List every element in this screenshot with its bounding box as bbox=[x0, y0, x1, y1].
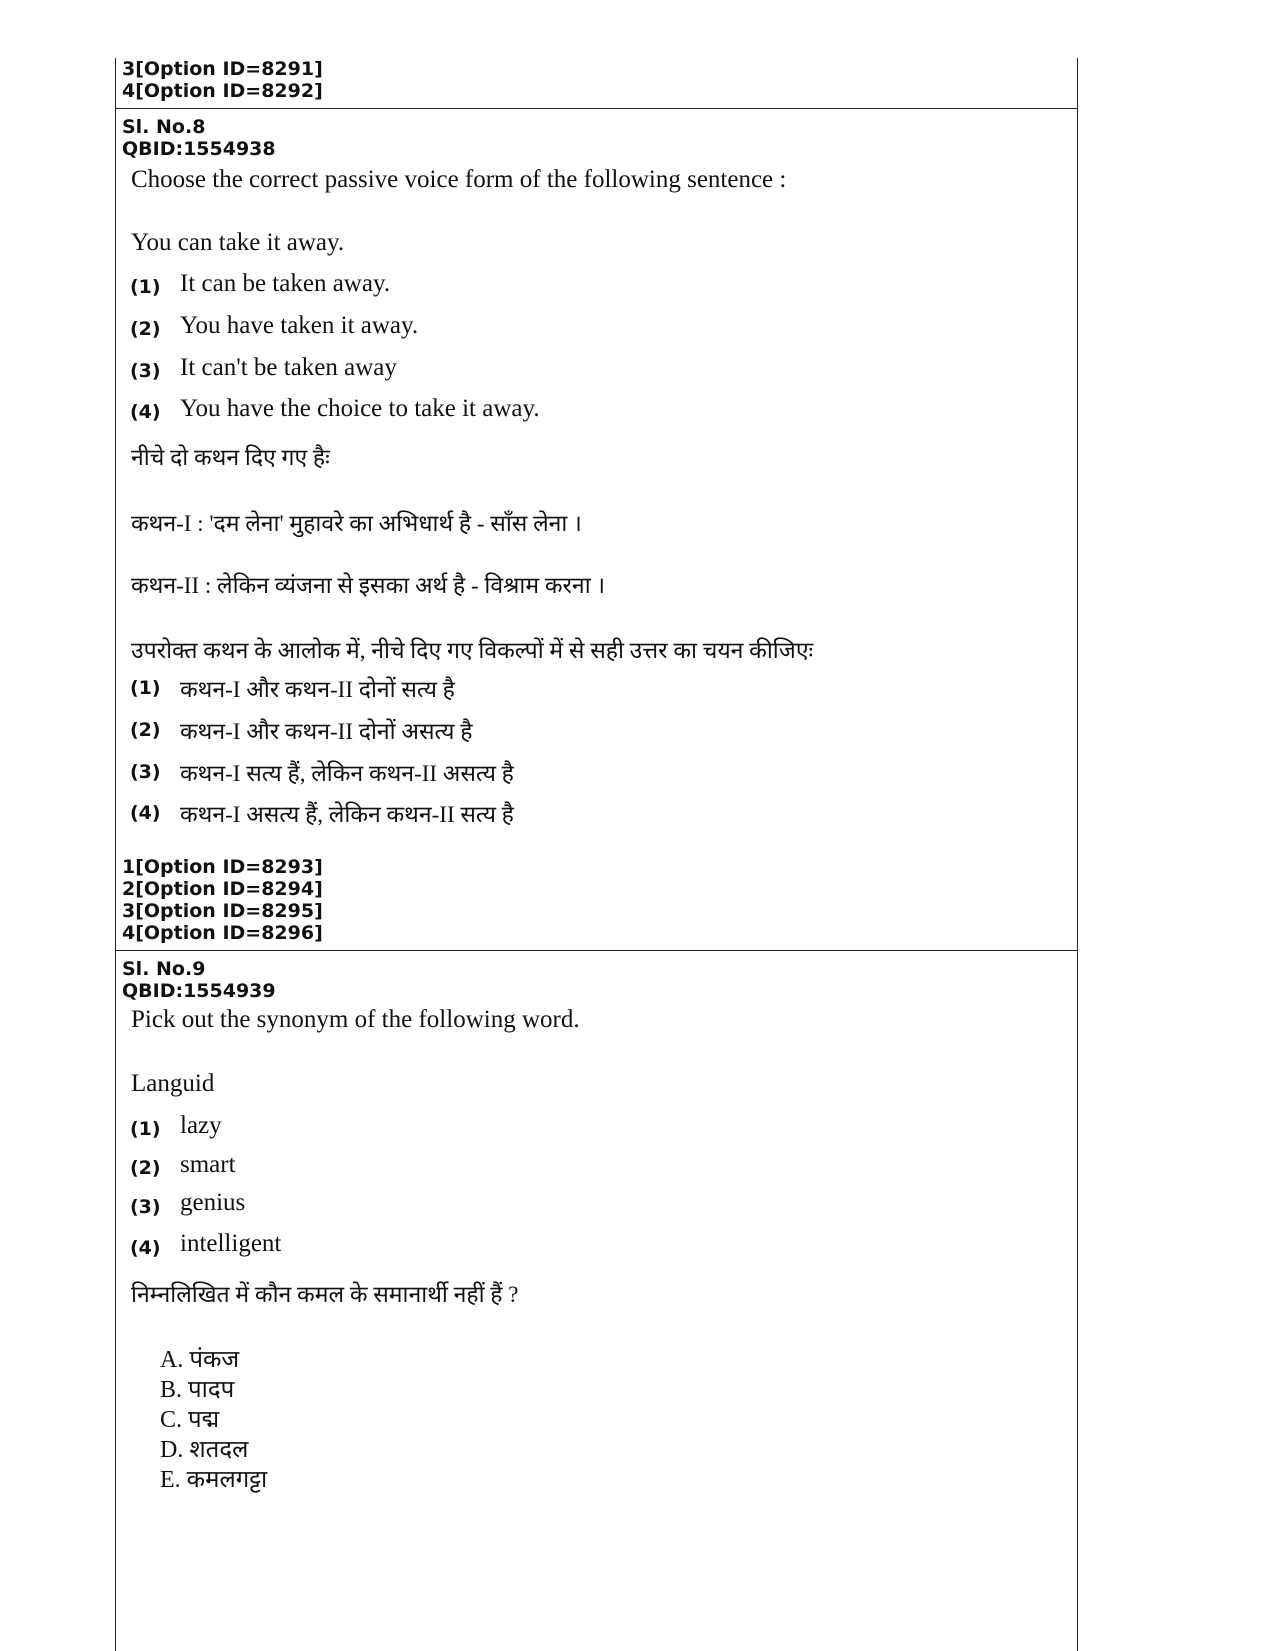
option-text: lazy bbox=[180, 1112, 222, 1139]
option-number: (3) bbox=[130, 1196, 161, 1218]
option-id-3: 3[Option ID=8295] bbox=[122, 900, 323, 922]
question-sentence: You can take it away. bbox=[131, 229, 345, 256]
option-number: (1) bbox=[130, 677, 161, 699]
option-text: intelligent bbox=[180, 1230, 282, 1257]
option-text: कथन-I और कथन-II दोनों असत्य है bbox=[180, 719, 473, 744]
option-text: You have the choice to take it away. bbox=[180, 395, 540, 422]
option-number: (3) bbox=[130, 360, 161, 382]
option-text: कथन-I असत्य हैं, लेकिन कथन-II सत्य है bbox=[180, 802, 514, 827]
option-number: (2) bbox=[130, 719, 161, 741]
option-id-2: 2[Option ID=8294] bbox=[122, 878, 323, 900]
hindi-instruction: उपरोक्त कथन के आलोक में, नीचे दिए गए विकल्पों में से सही उत्तर का चयन कीजिएः bbox=[131, 638, 814, 663]
option-number: (1) bbox=[130, 276, 161, 298]
option-number: (4) bbox=[130, 401, 161, 423]
question-prompt: Pick out the synonym of the following word. bbox=[131, 1006, 580, 1033]
option-number: (1) bbox=[130, 1118, 161, 1140]
option-text: It can be taken away. bbox=[180, 270, 391, 297]
qbid: QBID:1554939 bbox=[122, 980, 276, 1002]
option-id-1: 1[Option ID=8293] bbox=[122, 856, 323, 878]
option-text: It can't be taken away bbox=[180, 354, 397, 381]
question-word: Languid bbox=[131, 1070, 215, 1097]
option-text: कथन-I और कथन-II दोनों सत्य है bbox=[180, 677, 455, 702]
list-item: D. शतदल bbox=[160, 1437, 249, 1463]
question-prompt: Choose the correct passive voice form of the following sentence : bbox=[131, 166, 787, 193]
hindi-prompt: नीचे दो कथन दिए गए हैः bbox=[131, 445, 330, 470]
option-id-4: 4[Option ID=8292] bbox=[122, 80, 323, 102]
list-item: E. कमलगट्टा bbox=[160, 1467, 268, 1493]
serial-number: Sl. No.9 bbox=[122, 958, 206, 980]
option-number: (2) bbox=[130, 1157, 161, 1179]
row-divider bbox=[115, 950, 1078, 951]
list-item: C. पद्म bbox=[160, 1407, 220, 1433]
option-text: smart bbox=[180, 1151, 236, 1178]
option-number: (3) bbox=[130, 761, 161, 783]
option-text: कथन-I सत्य हैं, लेकिन कथन-II असत्य है bbox=[180, 761, 514, 786]
list-item: A. पंकज bbox=[160, 1347, 240, 1373]
list-item: B. पादप bbox=[160, 1377, 235, 1403]
option-number: (4) bbox=[130, 802, 161, 824]
qbid: QBID:1554938 bbox=[122, 138, 276, 160]
option-number: (2) bbox=[130, 318, 161, 340]
hindi-statement-1: कथन-I : 'दम लेना' मुहावरे का अभिधार्थ है - साँस लेना । bbox=[131, 511, 582, 536]
option-id-4: 4[Option ID=8296] bbox=[122, 922, 323, 944]
hindi-statement-2: कथन-II : लेकिन व्यंजना से इसका अर्थ है - विश्राम करना । bbox=[131, 573, 606, 598]
serial-number: Sl. No.8 bbox=[122, 116, 206, 138]
row-divider bbox=[115, 108, 1078, 109]
option-id-3: 3[Option ID=8291] bbox=[122, 58, 323, 80]
hindi-prompt: निम्नलिखित में कौन कमल के समानार्थी नहीं हैं ? bbox=[131, 1282, 519, 1307]
option-text: genius bbox=[180, 1189, 246, 1216]
option-number: (4) bbox=[130, 1237, 161, 1259]
option-text: You have taken it away. bbox=[180, 312, 419, 339]
